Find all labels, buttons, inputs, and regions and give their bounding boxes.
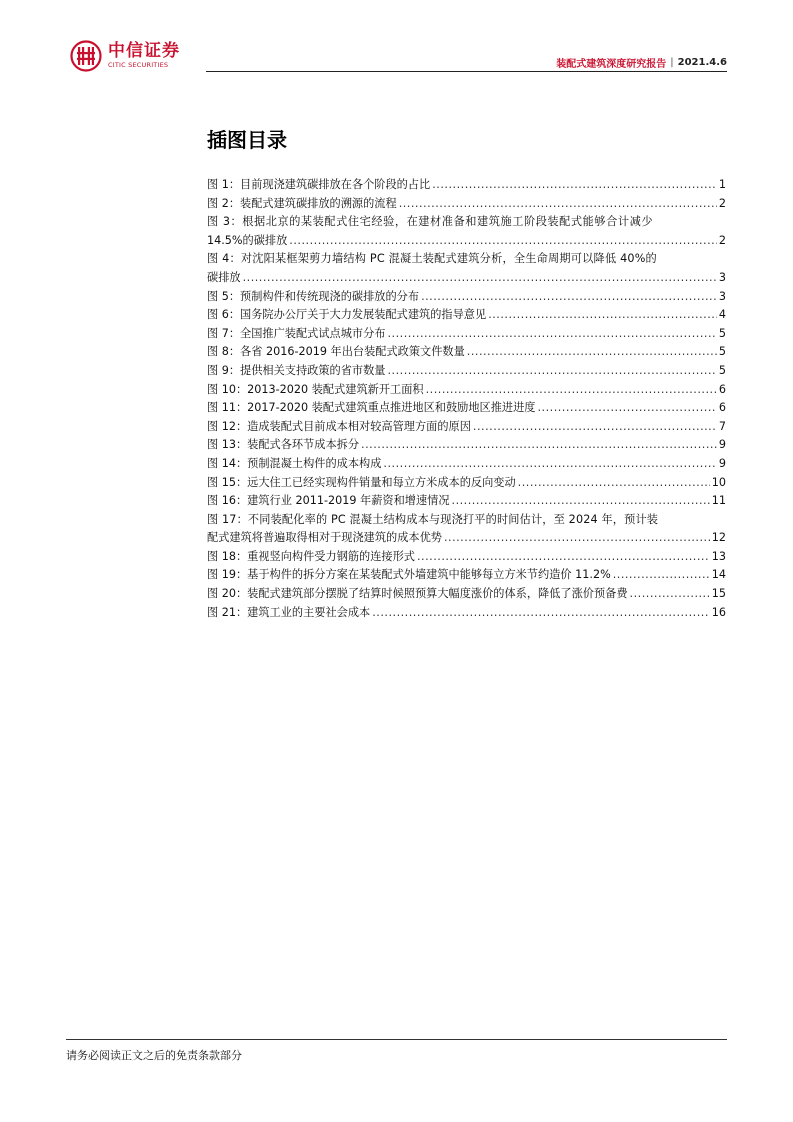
dot-leader <box>421 288 717 307</box>
toc-entry-text: 图 2：装配式建筑碳排放的溯源的流程 <box>207 196 397 210</box>
toc-entry-text: 图 16：建筑行业 2011-2019 年薪资和增速情况 <box>207 494 450 508</box>
toc-page-number: 3 <box>718 270 726 284</box>
toc-page-number: 12 <box>711 531 726 545</box>
toc-entry[interactable] <box>207 381 726 400</box>
toc-page-number: 2 <box>718 233 726 247</box>
toc-entry-text-continued: 14.5%的碳排放 <box>207 233 288 247</box>
toc-entry-text: 图 3：根据北京的某装配式住宅经验，在建材准备和建筑施工阶段装配式能够合计减少 <box>207 215 654 229</box>
toc-entry[interactable] <box>207 195 726 214</box>
toc-page-number: 6 <box>718 401 726 415</box>
report-header <box>556 55 727 70</box>
toc-entry-text: 图 4：对沈阳某框架剪力墙结构 PC 混凝土装配式建筑分析，全生命周期可以降低 40%的 <box>207 252 657 266</box>
dot-leader <box>444 529 710 548</box>
dot-leader <box>383 455 716 474</box>
toc-page-number: 10 <box>711 475 726 489</box>
report-title: 装配式建筑深度研究报告 <box>556 59 667 70</box>
toc-entry-text-continued: 碳排放 <box>207 270 241 284</box>
toc-entry-text: 图 19：基于构件的拆分方案在某装配式外墙建筑中能够每立方米节约造价 11.2% <box>207 568 611 582</box>
dot-leader <box>426 381 717 400</box>
toc-page-number: 6 <box>718 382 726 396</box>
toc-entry-text: 图 1：目前现浇建筑碳排放在各个阶段的占比 <box>207 178 431 191</box>
toc-page-number: 5 <box>718 363 726 377</box>
dot-leader <box>518 474 710 493</box>
toc-entry[interactable] <box>207 176 726 195</box>
toc-entry[interactable] <box>207 585 726 604</box>
toc-entry[interactable] <box>207 343 726 362</box>
toc-entry[interactable] <box>207 566 726 585</box>
citic-logo-icon <box>70 40 102 72</box>
toc-entry[interactable] <box>207 474 726 493</box>
dot-leader <box>372 604 710 623</box>
toc-page-number: 4 <box>718 308 726 322</box>
footer-divider <box>66 1039 727 1040</box>
toc-entry-text: 图 21：建筑工业的主要社会成本 <box>207 605 371 619</box>
dot-leader <box>488 306 717 325</box>
dot-leader <box>467 343 717 362</box>
report-date: 2021.4.6 <box>677 57 727 68</box>
toc-entry-text: 图 9：提供相关支持政策的省市数量 <box>207 363 386 377</box>
toc-page-number: 9 <box>718 438 726 452</box>
logo-english-name: CITIC SECURITIES <box>108 61 169 69</box>
toc-entry-text: 图 13：装配式各环节成本拆分 <box>207 438 360 452</box>
toc-entry-text: 图 10：2013-2020 装配式建筑新开工面积 <box>207 382 424 396</box>
toc-page-number: 11 <box>711 494 726 508</box>
dot-leader <box>289 232 717 251</box>
toc-entry[interactable] <box>207 325 726 344</box>
toc-entry-text: 图 6：国务院办公厅关于大力发展装配式建筑的指导意见 <box>207 308 487 322</box>
dot-leader <box>417 548 710 567</box>
toc-entry-text: 图 14：预制混凝土构件的成本构成 <box>207 456 382 470</box>
disclaimer-footer: 请务必阅读正文之后的免责条款部分 <box>66 1049 242 1062</box>
logo-chinese-name: 中信证券 <box>108 41 180 61</box>
toc-entry-text: 图 12：造成装配式目前成本相对较高管理方面的原因 <box>207 419 471 433</box>
company-logo <box>70 40 180 72</box>
toc-page-number: 5 <box>718 345 726 359</box>
toc-page-number: 5 <box>718 326 726 340</box>
dot-leader <box>361 436 717 455</box>
toc-page-number: 7 <box>718 419 726 433</box>
toc-entry-text: 图 7：全国推广装配式试点城市分布 <box>207 326 386 340</box>
dot-leader <box>537 399 716 418</box>
dot-leader <box>388 362 717 381</box>
toc-entry[interactable] <box>207 548 726 567</box>
toc-entry[interactable] <box>207 418 726 437</box>
toc-page-number: 13 <box>711 549 726 563</box>
dot-leader <box>388 325 717 344</box>
toc-entry[interactable] <box>207 306 726 325</box>
toc-entry-text-continued: 配式建筑将普遍取得相对于现浇建筑的成本优势 <box>207 531 442 545</box>
toc-entry[interactable] <box>207 288 726 307</box>
toc-page-number: 1 <box>718 178 726 191</box>
dot-leader <box>473 418 717 437</box>
dot-leader <box>630 585 710 604</box>
toc-entry[interactable] <box>207 213 726 250</box>
page-title: 插图目录 <box>207 128 287 152</box>
toc-entry-text: 图 20：装配式建筑部分摆脱了结算时候照预算大幅度涨价的体系，降低了涨价预备费 <box>207 587 628 601</box>
toc-entry[interactable] <box>207 399 726 418</box>
dot-leader <box>399 195 717 214</box>
toc-entry-text: 图 17：不同装配化率的 PC 混凝土结构成本与现浇打平的时间估计，至 2024 年，预计装 <box>207 512 659 526</box>
toc-page-number: 9 <box>718 456 726 470</box>
toc-entry[interactable] <box>207 511 726 548</box>
toc-entry[interactable] <box>207 250 726 287</box>
toc-entry-text: 图 11：2017-2020 装配式建筑重点推进地区和鼓励地区推进进度 <box>207 401 536 415</box>
toc-entry[interactable] <box>207 436 726 455</box>
toc-entry[interactable] <box>207 492 726 511</box>
toc-entry[interactable] <box>207 604 726 623</box>
toc-page-number: 2 <box>718 196 726 210</box>
toc-entry[interactable] <box>207 455 726 474</box>
dot-leader <box>452 492 710 511</box>
figure-list <box>207 176 726 622</box>
toc-entry-text: 图 8：各省 2016-2019 年出台装配式政策文件数量 <box>207 345 465 359</box>
toc-entry-text: 图 5：预制构件和传统现浇的碳排放的分布 <box>207 289 420 303</box>
toc-entry[interactable] <box>207 362 726 381</box>
dot-leader <box>243 269 717 288</box>
dot-leader <box>613 566 710 585</box>
toc-page-number: 15 <box>711 587 726 601</box>
header-divider <box>206 71 727 72</box>
toc-entry-text: 图 18：重视竖向构件受力钢筋的连接形式 <box>207 549 415 563</box>
toc-page-number: 3 <box>718 289 726 303</box>
toc-page-number: 16 <box>711 605 726 619</box>
toc-page-number: 14 <box>711 568 726 582</box>
header-separator: | <box>670 57 674 68</box>
dot-leader <box>432 176 717 195</box>
toc-entry-text: 图 15：远大住工已经实现构件销量和每立方米成本的反向变动 <box>207 475 516 489</box>
